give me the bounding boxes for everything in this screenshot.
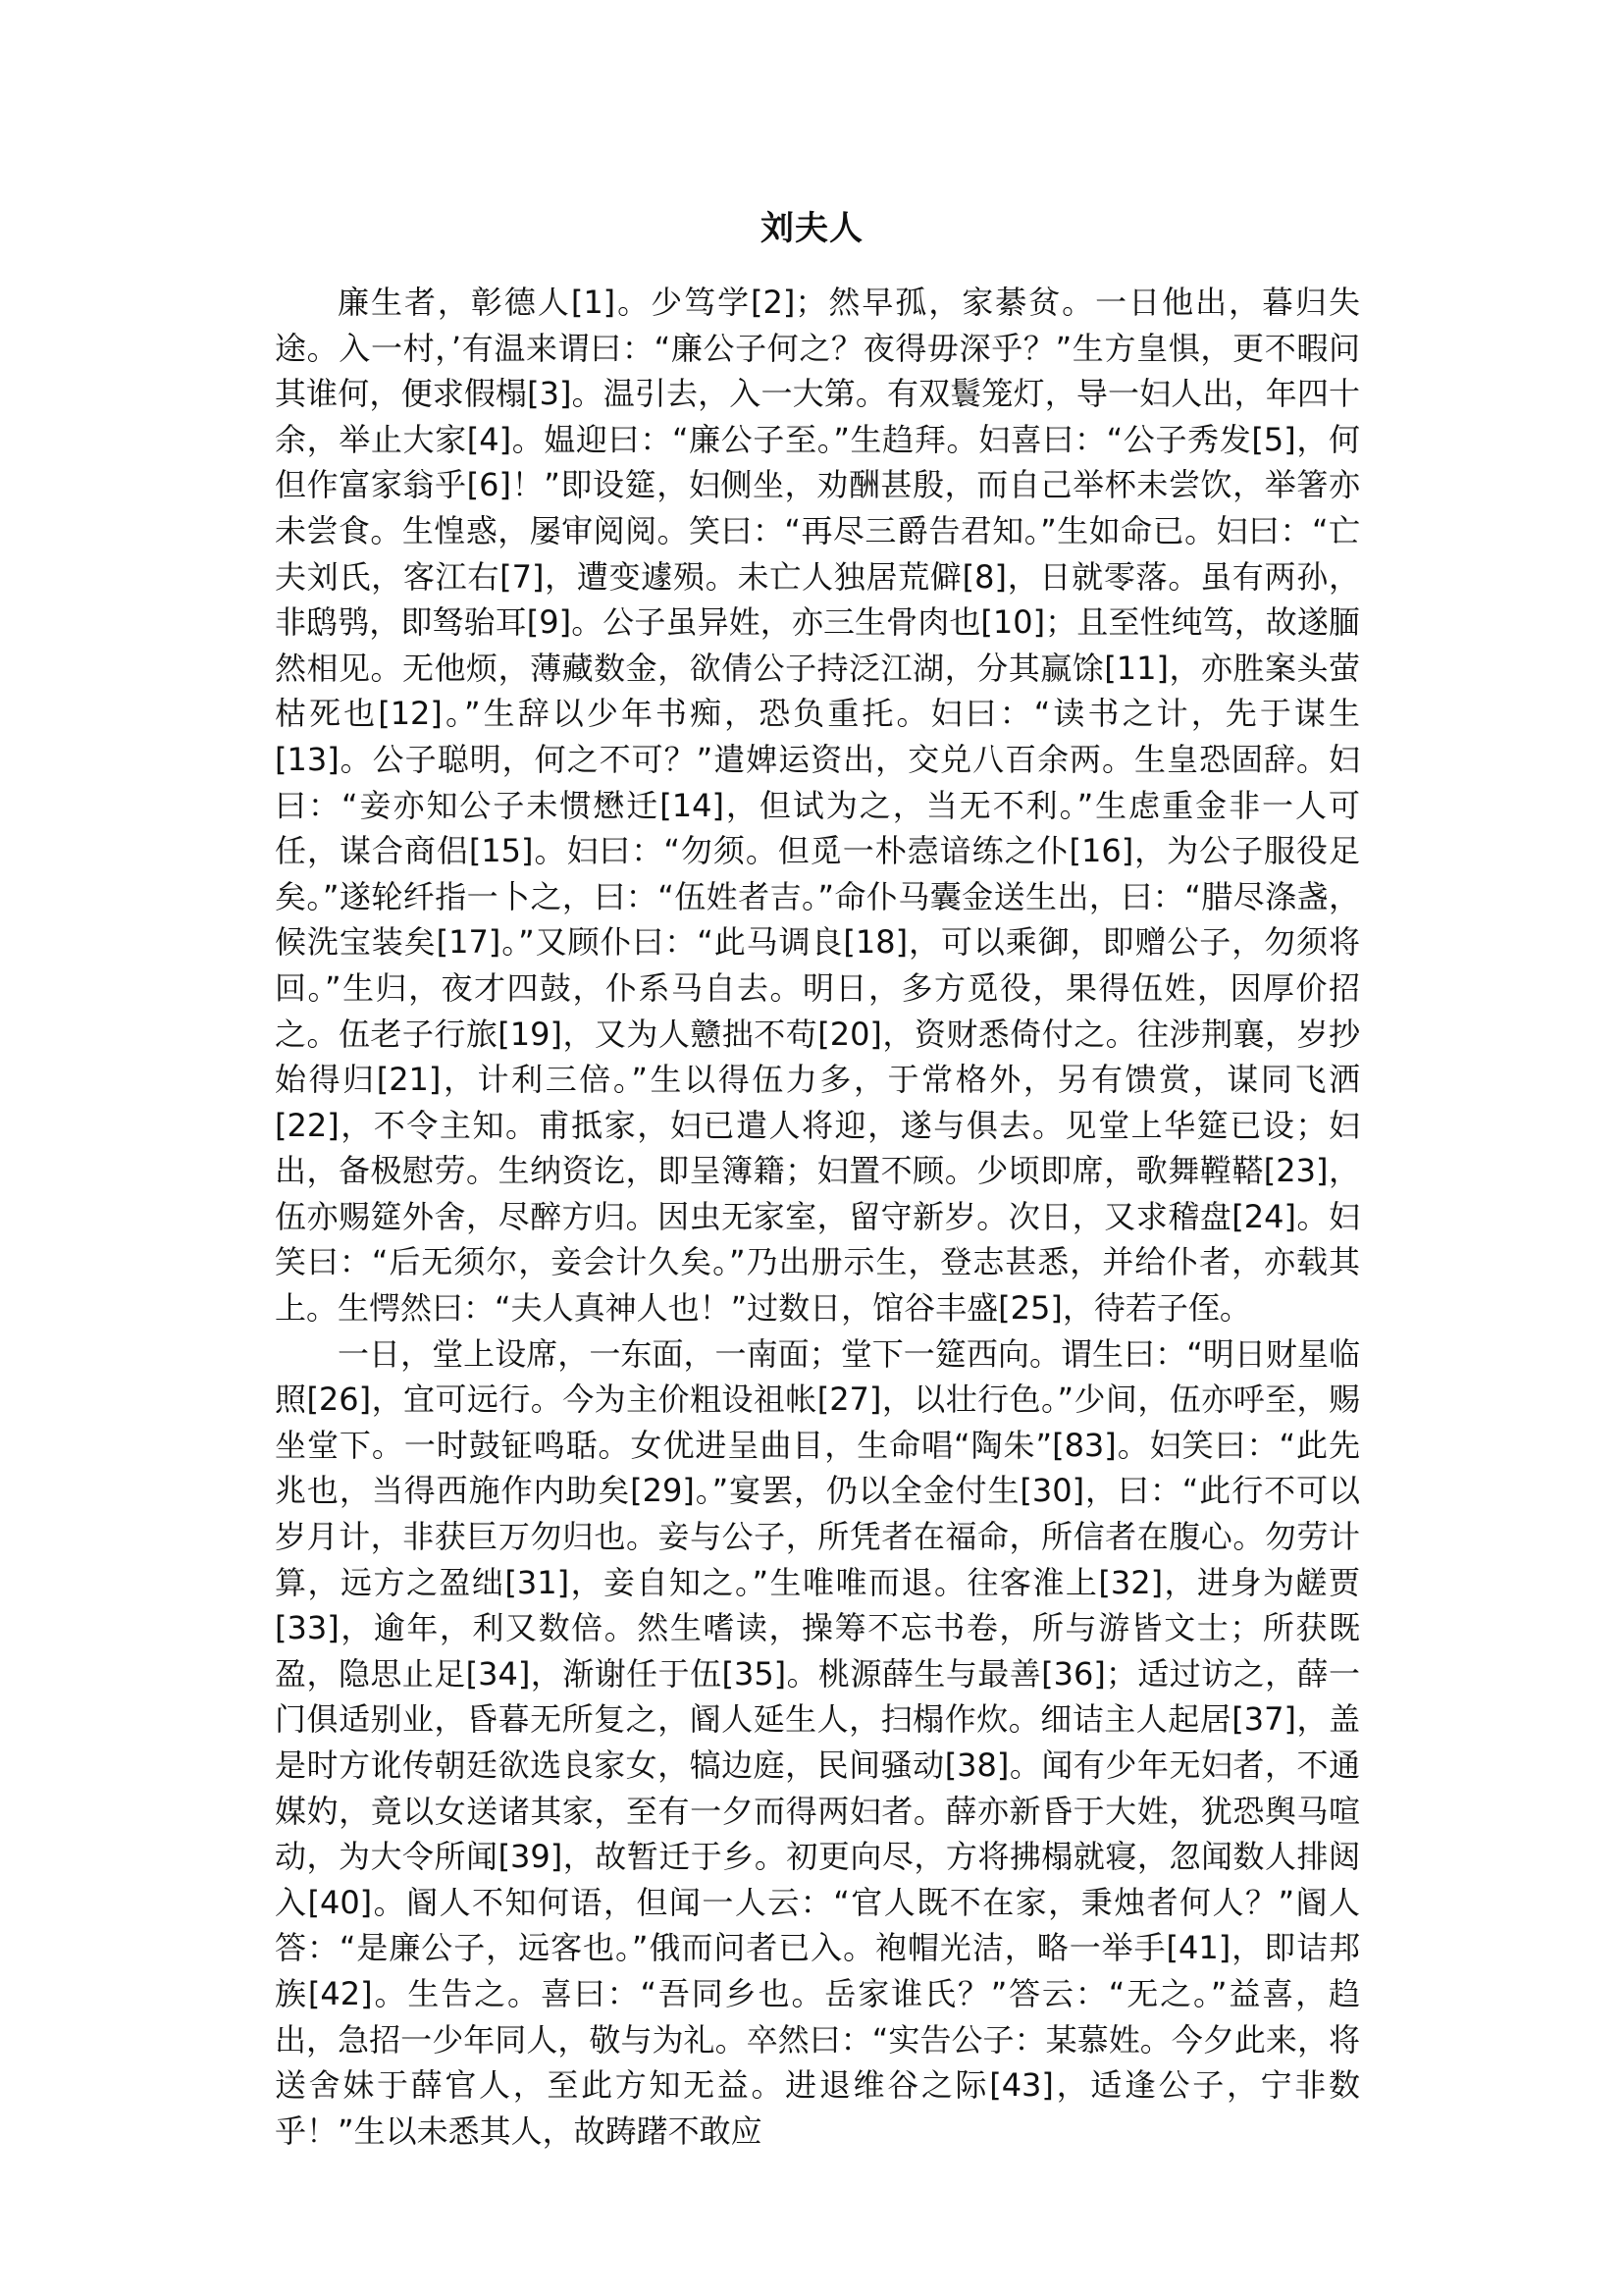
paragraph-2: 一日，堂上设席，一东面，一南面；堂下一筵西向。谓生曰：“明日财星临照[26]，宜可远行。今为主价粗设祖帐[27]，以壮行色。”少间，伍亦呼至，赐坐堂下。一时鼓钲鸣聒。女优进呈曲目，生命唱“陶朱”[83]。妇笑曰：“此先兆也，当得西施作内助矣[29]。”宴罢，仍以全金付生[30]，曰：“此行不可以岁月计，非获巨万勿归也。妾与公子，所凭者在福命，所信者在腹心。勿劳计算，远方之盈绌[31]，妾自知之。”生唯唯而退。往客淮上[32]，进身为鹾贾[33]，逾年，利又数倍。然生嗜读，操筹不忘书卷，所与游皆文士；所获既盈，隐思止足[34]，渐谢任于伍[35]。桃源薛生与最善[36]；适过访之，薛一门俱适别业，昏暮无所复之，阍人延生人，扫榻作炊。细诘主人起居[37]，盖是时方讹传朝廷欲选良家女，犒边庭，民间骚动[38]。闻有少年无妇者，不通媒妁，竟以女送诸其家，至有一夕而得两妇者。薛亦新昏于大姓，犹恐舆马喧动，为大令所闻[39]，故暂迁于乡。初更向尽，方将拂榻就寝，忽闻数人排闼入[40]。阍人不知何语，但闻一人云：“官人既不在家，秉烛者何人？”阍人答：“是廉公子，远客也。”俄而问者已入。袍帽光洁，略一举手[41]，即诘邦族[42]。生告之。喜曰：“吾同乡也。岳家谁氏？”答云：“无之。”益喜，趋出，急招一少年同人，敬与为礼。卒然曰：“实告公子：某慕姓。今夕此来，将送舍妹于薛官人，至此方知无益。进退维谷之际[43]，适逢公子，宁非数乎！”生以未悉其人，故踌躇不敢应	[275, 1334, 1360, 2150]
document-title: 刘夫人	[760, 209, 864, 248]
paragraph-1: 廉生者，彰德人[1]。少笃学[2]；然早孤，家綦贫。一日他出，暮归失途。入一村，’有温来谓曰：“廉公子何之？夜得毋深乎？”生方皇惧，更不暇问其谁何，便求假榻[3]。温引去，入一大第。有双鬟笼灯，导一妇人出，年四十余，举止大家[4]。媪迎曰：“廉公子至。”生趋拜。妇喜曰：“公子秀发[5]，何但作富家翁乎[6]！”即设筵，妇侧坐，劝酬甚殷，而自己举杯未尝饮，举箸亦未尝食。生惶惑，屡审阅阅。笑曰：“再尽三爵告君知。”生如命已。妇曰：“亡夫刘氏，客江右[7]，遭变遽殒。未亡人独居荒僻[8]，日就零落。虽有两孙，非鸱鸮，即驽骀耳[9]。公子虽异姓，亦三生骨肉也[10]；且至性纯笃，故遂腼然相见。无他烦，薄藏数金，欲倩公子持泛江湖，分其赢馀[11]，亦胜案头萤枯死也[12]。”生辞以少年书痴，恐负重托。妇曰：“读书之计，先于谋生[13]。公子聪明，何之不可？”遣婢运资出，交兑八百余两。生皇恐固辞。妇曰：“妾亦知公子未惯懋迁[14]，但试为之，当无不利。”生虑重金非一人可任，谋合商侣[15]。妇曰：“勿须。但觅一朴悫谙练之仆[16]，为公子服役足矣。”遂轮纤指一卜之，曰：“伍姓者吉。”命仆马囊金送生出，曰：“腊尽涤盏，候洗宝装矣[17]。”又顾仆曰：“此马调良[18]，可以乘御，即赠公子，勿须将回。”生归，夜才四鼓，仆系马自去。明日，多方觅役，果得伍姓，因厚价招之。伍老子行旅[19]，又为人戆拙不苟[20]，资财悉倚付之。往涉荆襄，岁抄始得归[21]，计利三倍。”生以得伍力多，于常格外，另有馈赏，谋同飞洒[22]，不令主知。甫抵家，妇已遣人将迎，遂与俱去。见堂上华筵已设；妇出，备极慰劳。生纳资讫，即呈簿籍；妇置不顾。少顷即席，歌舞鞺鞳[23]，伍亦赐筵外舍，尽醉方归。因虫无家室，留守新岁。次日，又求稽盘[24]。妇笑曰：“后无须尔，妾会计久矣。”乃出册示生，登志甚悉，并给仆者，亦载其上。生愕然曰：“夫人真神人也！”过数日，馆谷丰盛[25]，待若子侄。	[275, 284, 1360, 1328]
document-body	[275, 280, 1360, 2154]
